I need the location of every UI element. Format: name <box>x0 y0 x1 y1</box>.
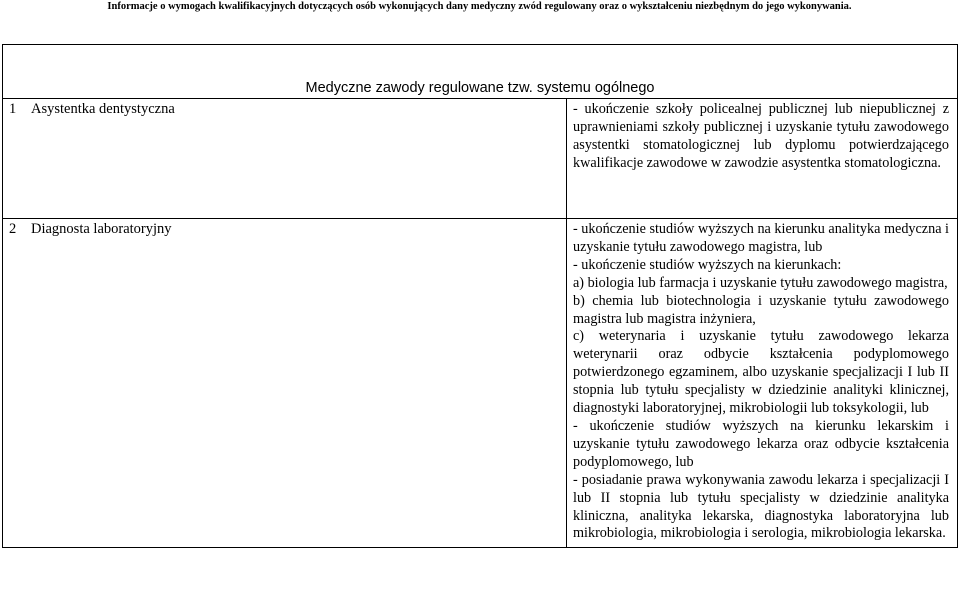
requirement-line: - ukończenie studiów wyższych na kierunkach: <box>573 256 842 273</box>
table-title: Medyczne zawody regulowane tzw. systemu ogólnego <box>305 80 655 96</box>
profession-name: Diagnosta laboratoryjny <box>31 221 172 237</box>
requirement-line: - ukończenie studiów wyższych na kierunku lekarskim i uzyskanie tytułu zawodowego lekarza oraz odbycie kształcenia podyplomowego, lub <box>573 417 949 470</box>
requirement-text: - ukończenie szkoły policealnej publicznej lub niepublicznej z uprawnieniami szkoły publicznej i uzyskanie tytułu zawodowego asystentki stomatologicznej lub dyplomu potwierdzającego kwalifikacje zawodowe w zawodzie asystentka stomatologiczna. <box>573 101 949 171</box>
row-number: 1 <box>9 101 17 117</box>
requirements-cell <box>567 99 958 219</box>
profession-cell <box>3 219 567 548</box>
table-title-cell <box>3 45 958 99</box>
requirement-line: - ukończenie studiów wyższych na kierunku analityka medyczna i uzyskanie tytułu zawodowego magistra, lub <box>573 221 949 255</box>
requirement-line: c) weterynaria i uzyskanie tytułu zawodowego lekarza weterynarii oraz odbycie kształcenia podyplomowego potwierdzonego egzaminem, albo uzyskanie specjalizacji I lub II stopnia lub tytułu specjalisty w dziedzinie analityki klinicznej, diagnostyki laboratoryjnej, mikrobiologii lub toksykologii, lub <box>573 328 949 417</box>
table-title-row <box>3 45 958 99</box>
table-row <box>3 219 958 548</box>
document-header: Informacje o wymogach kwalifikacyjnych dotyczących osób wykonujących dany medyczny zwód regulowany oraz o wykształceniu niezbędnym do jego wykonywania. <box>107 1 852 12</box>
regulated-professions-table <box>2 44 958 548</box>
row-number: 2 <box>9 221 17 237</box>
requirement-line: a) biologia lub farmacja i uzyskanie tytułu zawodowego magistra, <box>573 274 948 291</box>
requirements-cell <box>567 219 958 548</box>
profession-name: Asystentka dentystyczna <box>31 101 175 117</box>
table-row <box>3 99 958 219</box>
profession-cell <box>3 99 567 219</box>
requirement-line: - posiadanie prawa wykonywania zawodu lekarza i specjalizacji I lub II stopnia lub tytułu specjalisty w dziedzinie analityka kliniczna, analityka lekarska, diagnostyka laboratoryjna lub mikrobiologia, mikrobiologia i serologia, mikrobiologia lekarska. <box>573 471 949 542</box>
requirement-line: b) chemia lub biotechnologia i uzyskanie tytułu zawodowego magistra lub magistra inżyniera, <box>573 292 949 327</box>
